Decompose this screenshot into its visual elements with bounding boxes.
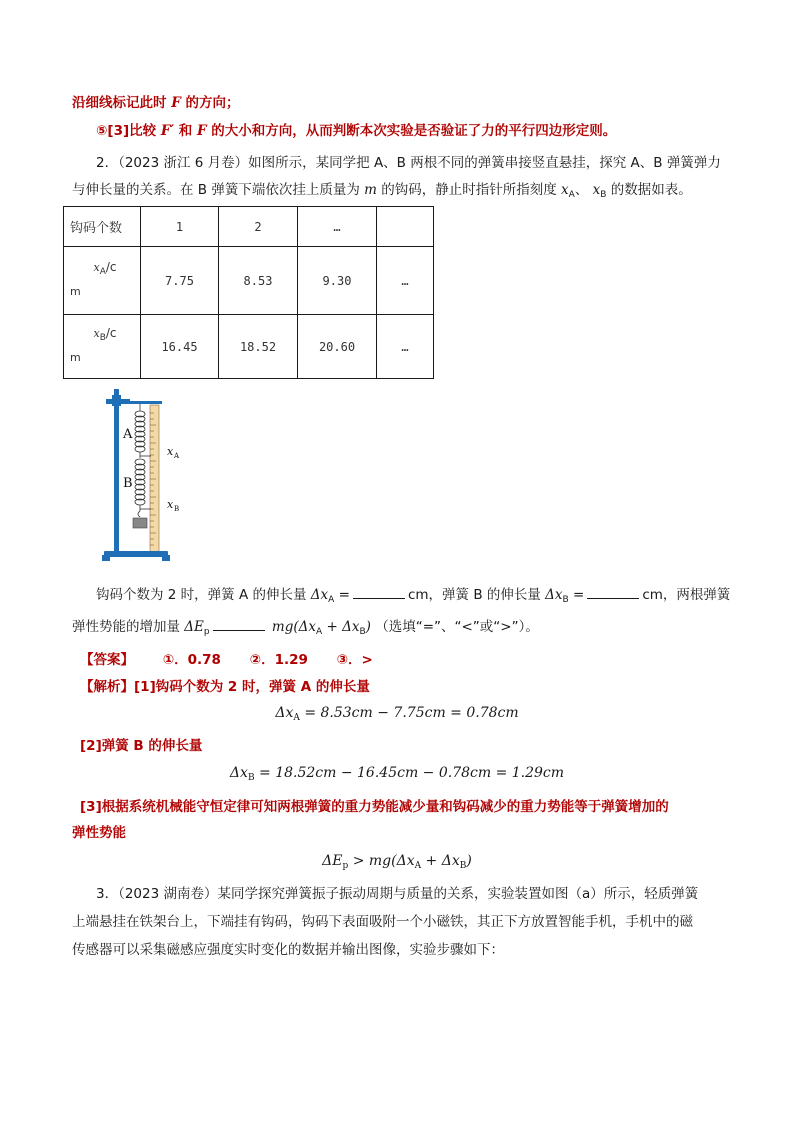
line-2-pre: ⑤[3]比较	[96, 123, 157, 139]
problem3-line-1: 3．（2023 湖南卷）某同学探究弹簧振子振动周期与质量的关系，实验装置如图（a）所示，轻质弹簧	[96, 886, 699, 902]
table-row-label-xA: $x_A/c$ m	[64, 247, 141, 315]
problem3-line-2: 上端悬挂在铁架台上，下端挂有钩码，钩码下表面吸附一个小磁铁，其正下方放置智能手机，手机中的磁	[72, 914, 693, 930]
weight-block	[133, 518, 147, 528]
spring-a	[135, 404, 145, 458]
question-line-2: 弹性势能的增加量 $\Delta E_p$ $mg(\Delta x_A + \Delta x_B)$ （选填“=”、“<”或“>”）。	[72, 619, 539, 637]
table-header-2: 2	[219, 207, 298, 247]
analysis-label: 【解析】	[80, 679, 134, 695]
table-row	[64, 315, 434, 379]
label-spring-a: A	[123, 427, 133, 442]
stand-pole	[114, 389, 119, 555]
problem2-intro-line1: 2．（2023 浙江 6 月卷）如图所示，某同学把 A、B 两根不同的弹簧串接竖直悬挂，探究 A、B 弹簧弹力	[96, 155, 721, 171]
table-header-row	[64, 207, 434, 247]
label-xA-sub: A	[174, 452, 180, 460]
line-1	[72, 93, 240, 113]
table-cell: …	[377, 247, 434, 315]
label-xA: x	[167, 445, 174, 458]
line-2-F: F	[196, 123, 207, 139]
answer-line	[80, 650, 373, 670]
line-1-end: 的方向；	[185, 95, 240, 111]
table-cell: 8.53	[219, 247, 298, 315]
table-cell: 7.75	[141, 247, 219, 315]
answer-3: ③．>	[336, 652, 373, 668]
table-cell: 18.52	[219, 315, 298, 379]
spring-b	[135, 459, 145, 511]
label-xB-sub: B	[174, 505, 180, 513]
line-2	[96, 121, 616, 141]
line-1-F: F	[171, 95, 181, 111]
analysis-line-4: 弹性势能	[72, 825, 126, 841]
line-2-and: 和	[178, 123, 193, 139]
line-1-text: 沿细线标记此时	[72, 95, 167, 111]
answer-blank-3[interactable]	[213, 618, 265, 631]
table-header-1: 1	[141, 207, 219, 247]
analysis-line-2: [2]弹簧 B 的伸长量	[80, 738, 203, 754]
table-row-label-xB: $x_B/c$ m	[64, 315, 141, 379]
equation-2: $\Delta x_B = 18.52cm - 16.45cm - 0.78cm = 1.29cm$	[229, 765, 565, 783]
line-2-Fprime: F′	[160, 123, 175, 139]
table-header-4	[377, 207, 434, 247]
line-2-post: 的大小和方向，从而判断本次实验是否验证了力的平行四边形定则。	[211, 123, 617, 139]
analysis-line-1: 【解析】[1]钩码个数为 2 时，弹簧 A 的伸长量	[80, 679, 370, 695]
question-line-1: 钩码个数为 2 时，弹簧 A 的伸长量 $\Delta x_A$ = cm，弹簧 B 的伸长量 $\Delta x_B$ = cm，两根弹簧	[96, 587, 731, 605]
table-header-3: …	[298, 207, 377, 247]
label-spring-b: B	[123, 476, 133, 491]
ruler	[150, 405, 159, 555]
answer-blank-1[interactable]	[353, 586, 405, 599]
table-row	[64, 247, 434, 315]
equation-3: $\Delta E_p > mg(\Delta x_A + \Delta x_B)$	[322, 853, 472, 871]
analysis-line-3: [3]根据系统机械能守恒定律可知两根弹簧的重力势能减少量和钩码减少的重力势能等于弹簧增加的	[80, 799, 669, 815]
answer-label: 【答案】	[80, 652, 134, 668]
label-xB: x	[167, 498, 174, 511]
table-cell: 9.30	[298, 247, 377, 315]
answer-1: ①．0.78	[162, 652, 221, 668]
problem2-intro-line2: 与伸长量的关系。在 B 弹簧下端依次挂上质量为 m 的钩码，静止时指针所指刻度 $x_A$、 $x_B$ 的数据如表。	[72, 182, 692, 200]
spring-apparatus-figure	[100, 383, 200, 568]
answer-blank-2[interactable]	[587, 586, 639, 599]
table-cell: 16.45	[141, 315, 219, 379]
problem3-line-3: 传感器可以采集磁感应强度实时变化的数据并输出图像，实验步骤如下：	[72, 942, 504, 958]
answer-2: ②．1.29	[249, 652, 308, 668]
data-table	[63, 206, 434, 379]
stand-base	[104, 551, 168, 557]
equation-1: $\Delta x_A = 8.53cm - 7.75cm = 0.78cm$	[275, 705, 519, 723]
table-header-count: 钩码个数	[64, 207, 141, 247]
table-cell: …	[377, 315, 434, 379]
table-cell: 20.60	[298, 315, 377, 379]
